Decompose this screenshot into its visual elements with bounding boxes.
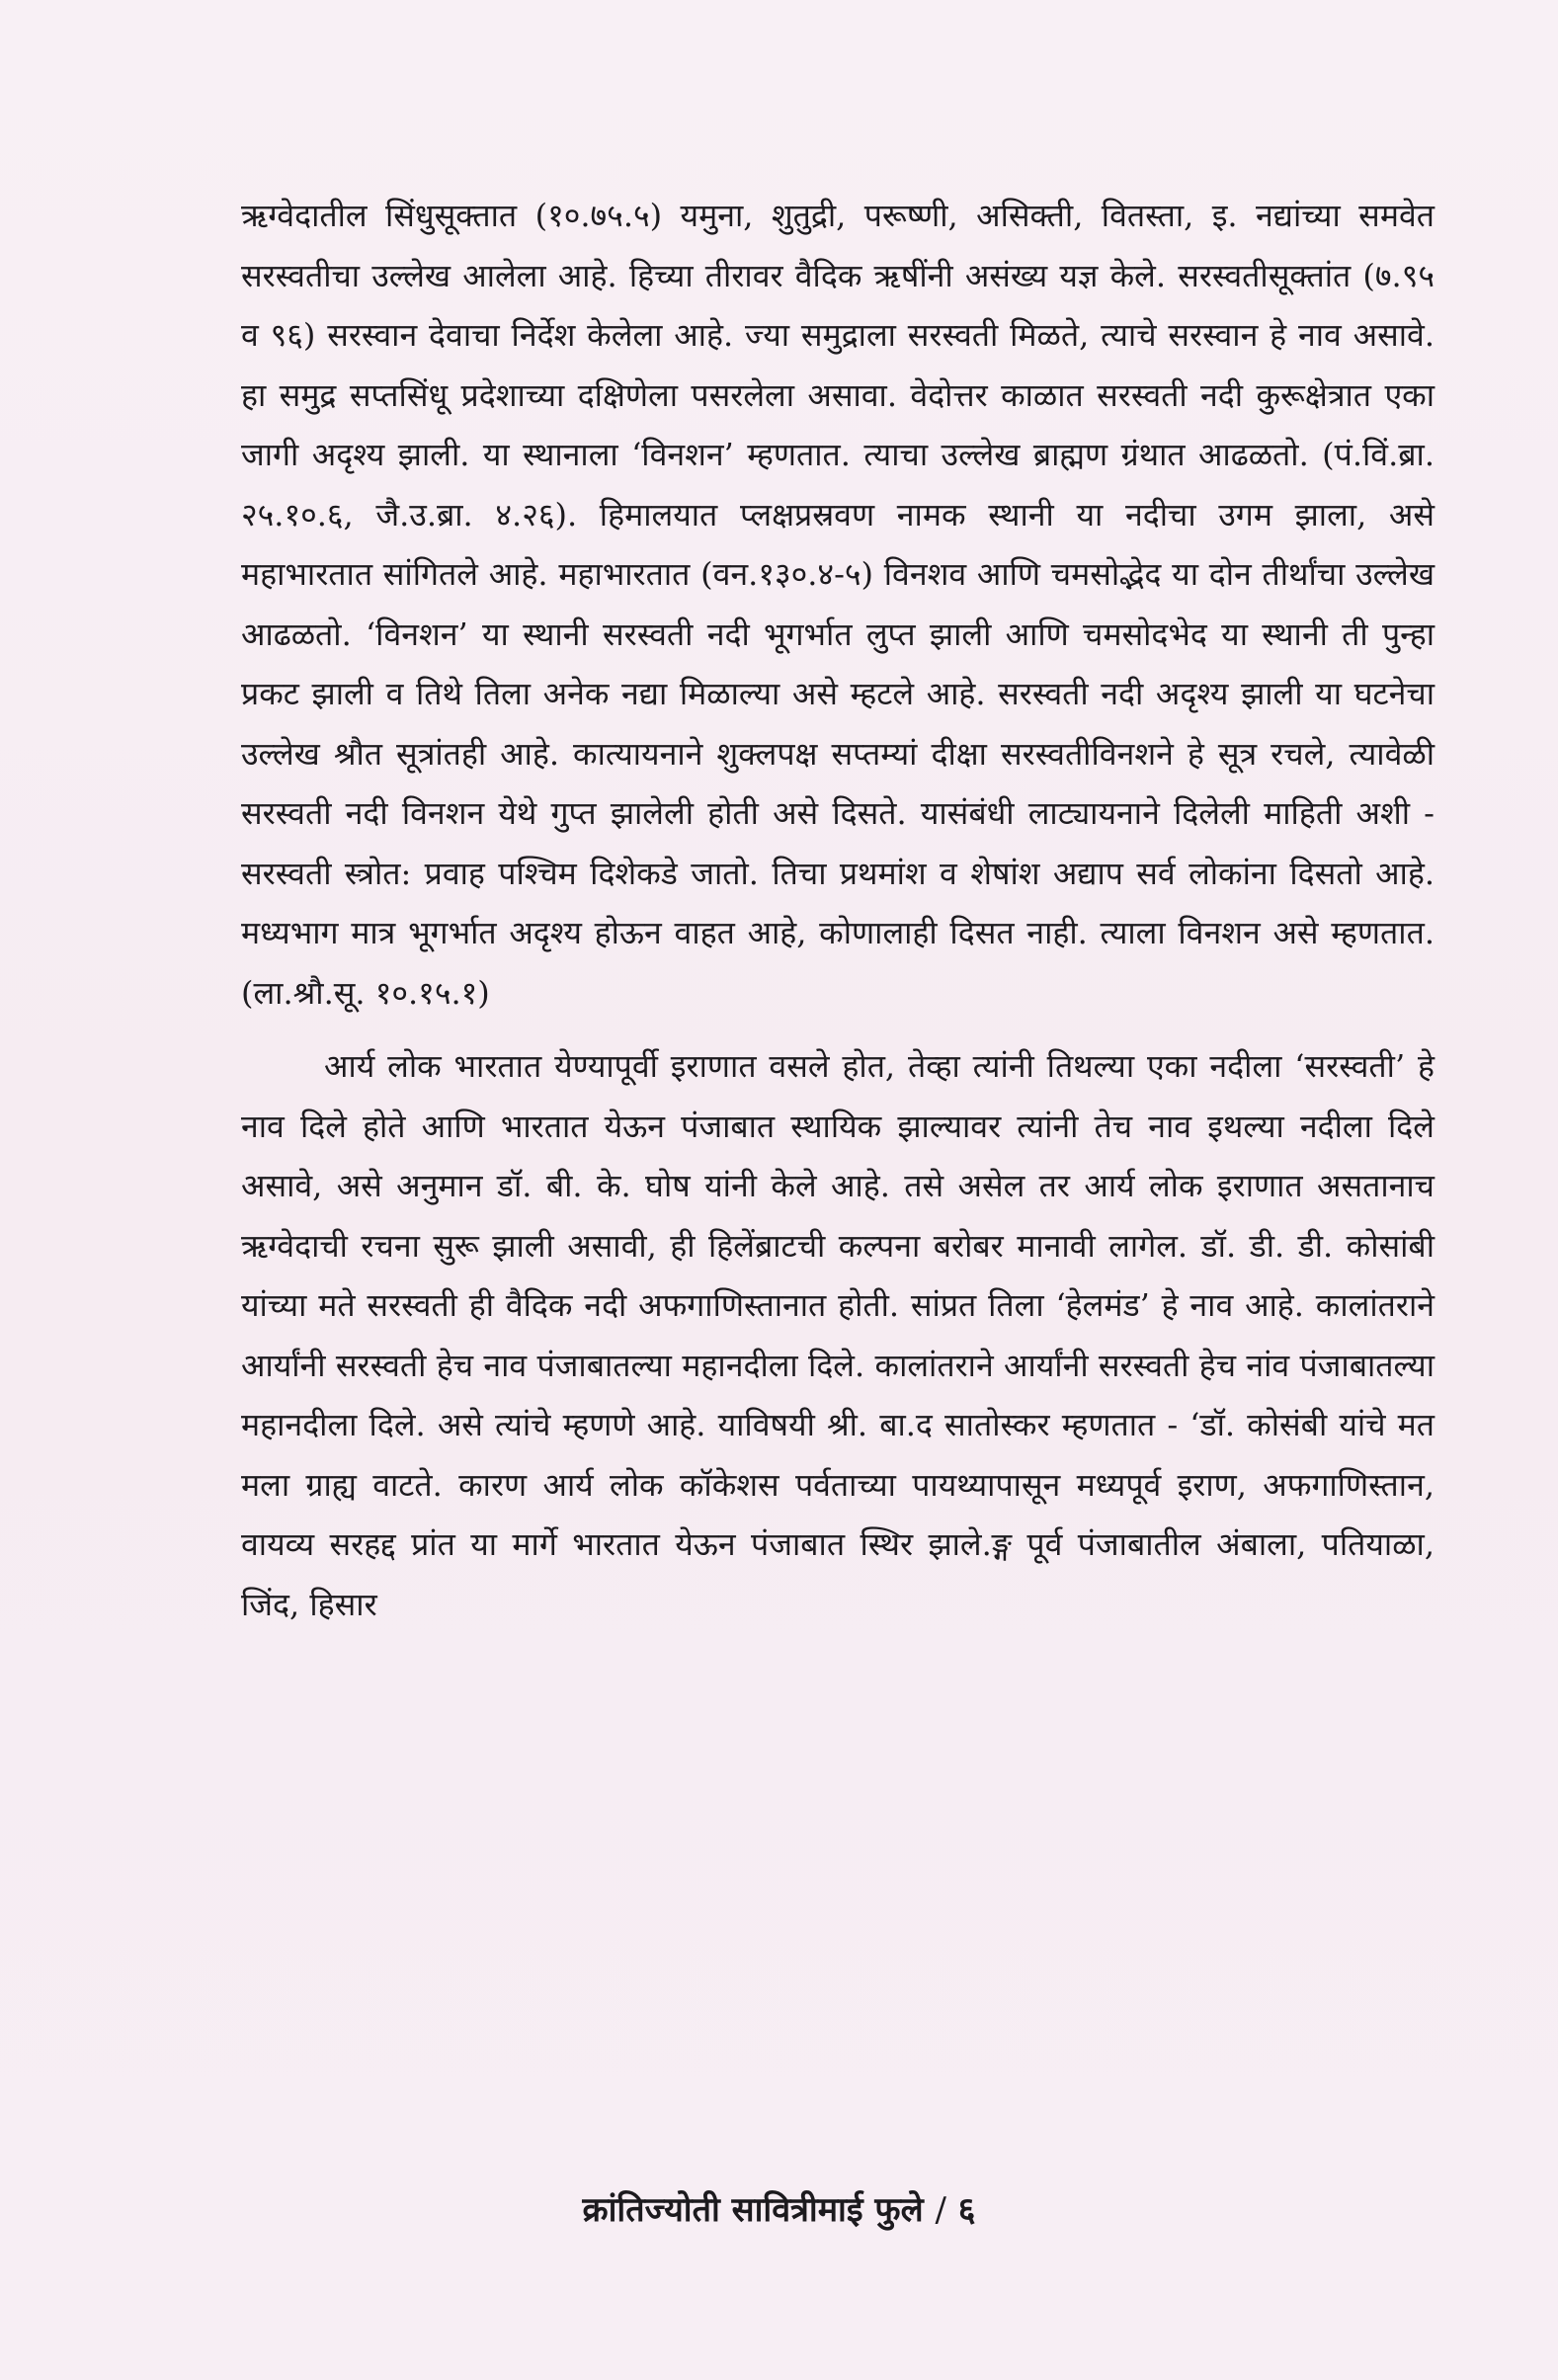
book-title: क्रांतिज्योती सावित्रीमाई फुले	[582, 2190, 924, 2230]
paragraph-1: ऋग्वेदातील सिंधुसूक्तात (१०.७५.५) यमुना, शुतुद्री, परूष्णी, असिक्ती, वितस्ता, इ. नद्यांच्या समवेत सरस्वतीचा उल्लेख आलेला आहे. हिच्या तीरावर वैदिक ऋषींनी असंख्य यज्ञ केले. सरस्वतीसूक्तांत (७.९५ व ९६) सरस्वान देवाचा निर्देश केलेला आहे. ज्या समुद्राला सरस्वती मिळते, त्याचे सरस्वान हे नाव असावे. हा समुद्र सप्तसिंधू प्रदेशाच्या दक्षिणेला पसरलेला असावा. वेदोत्तर काळात सरस्वती नदी कुरूक्षेत्रात एका जागी अदृश्य झाली. या स्थानाला ‘विनशन’ म्हणतात. त्याचा उल्लेख ब्राह्मण ग्रंथात आढळतो. (पं.विं.ब्रा. २५.१०.६, जै.उ.ब्रा. ४.२६). हिमालयात प्लक्षप्रस्रवण नामक स्थानी या नदीचा उगम झाला, असे महाभारतात सांगितले आहे. महाभारतात (वन.१३०.४-५) विनशव आणि चमसोद्भेद या दोन तीर्थांचा उल्लेख आढळतो. ‘विनशन’ या स्थानी सरस्वती नदी भूगर्भात लुप्त झाली आणि चमसोदभेद या स्थानी ती पुन्हा प्रकट झाली व तिथे तिला अनेक नद्या मिळाल्या असे म्हटले आहे. सरस्वती नदी अदृश्य झाली या घटनेचा उल्लेख श्रौत सूत्रांतही आहे. कात्यायनाने शुक्लपक्ष सप्तम्यां दीक्षा सरस्वतीविनशने हे सूत्र रचले, त्यावेळी सरस्वती नदी विनशन येथे गुप्त झालेली होती असे दिसते. यासंबंधी लाट्यायनाने दिलेली माहिती अशी - सरस्वती स्त्रोत: प्रवाह पश्चिम दिशेकडे जातो. तिचा प्रथमांश व शेषांश अद्याप सर्व लोकांना दिसतो आहे. मध्यभाग मात्र भूगर्भात अदृश्य होऊन वाहत आहे, कोणालाही दिसत नाही. त्याला विनशन असे म्हणतात. (ला.श्रौ.सू. १०.१५.१)	[241, 197, 1435, 1012]
page-number: ६	[957, 2190, 976, 2230]
footer-separator: /	[935, 2190, 946, 2230]
paragraph-2: आर्य लोक भारतात येण्यापूर्वी इराणात वसले होत, तेव्हा त्यांनी तिथल्या एका नदीला ‘सरस्वती’ हे नाव दिले होते आणि भारतात येऊन पंजाबात स्थायिक झाल्यावर त्यांनी तेच नाव इथल्या नदीला दिले असावे, असे अनुमान डॉ. बी. के. घोष यांनी केले आहे. तसे असेल तर आर्य लोक इराणात असतानाच ऋग्वेदाची रचना सुरू झाली असावी, ही हिलेंब्राटची कल्पना बरोबर मानावी लागेल. डॉ. डी. डी. कोसांबी यांच्या मते सरस्वती ही वैदिक नदी अफगाणिस्तानात होती. सांप्रत तिला ‘हेलमंड’ हे नाव आहे. कालांतराने आर्यांनी सरस्वती हेच नाव पंजाबातल्या महानदीला दिले. कालांतराने आर्यांनी सरस्वती हेच नांव पंजाबातल्या महानदीला दिले. असे त्यांचे म्हणणे आहे. याविषयी श्री. बा.द सातोस्कर म्हणतात - ‘डॉ. कोसंबी यांचे मत मला ग्राह्य वाटते. कारण आर्य लोक कॉकेशस पर्वताच्या पायथ्यापासून मध्यपूर्व इराण, अफगाणिस्तान, वायव्य सरहद्द प्रांत या मार्गे भारतात येऊन पंजाबात स्थिर झाले.ङ्ग पूर्व पंजाबातील अंबाला, पतियाळा, जिंद, हिसार	[241, 1047, 1435, 1623]
page-footer	[0, 2185, 1558, 2235]
body-text	[241, 186, 1435, 1634]
